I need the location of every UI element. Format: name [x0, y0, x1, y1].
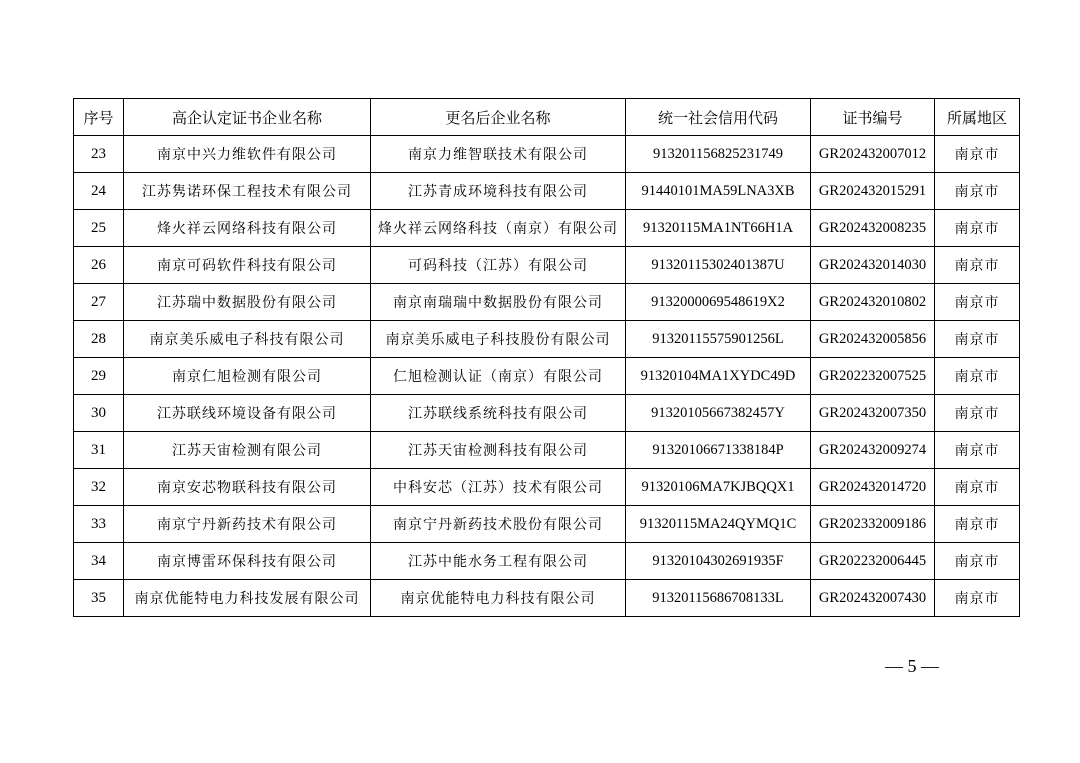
- cell-new-name: 中科安芯（江苏）技术有限公司: [371, 469, 626, 506]
- table-body: [74, 136, 1020, 617]
- table-row: [74, 506, 1020, 543]
- cell-serial: 25: [74, 210, 124, 247]
- cell-credit-code: 91320106MA7KJBQQX1: [626, 469, 811, 506]
- cell-certificate-number: GR202432014720: [811, 469, 935, 506]
- cell-original-name: 南京博雷环保科技有限公司: [124, 543, 371, 580]
- cell-new-name: 江苏联线系统科技有限公司: [371, 395, 626, 432]
- table-row: [74, 543, 1020, 580]
- header-serial: 序号: [74, 99, 124, 136]
- cell-region: 南京市: [935, 395, 1020, 432]
- cell-new-name: 仁旭检测认证（南京）有限公司: [371, 358, 626, 395]
- cell-serial: 24: [74, 173, 124, 210]
- cell-new-name: 烽火祥云网络科技（南京）有限公司: [371, 210, 626, 247]
- cell-credit-code: 913201156825231749: [626, 136, 811, 173]
- cell-original-name: 南京安芯物联科技有限公司: [124, 469, 371, 506]
- cell-serial: 28: [74, 321, 124, 358]
- cell-region: 南京市: [935, 173, 1020, 210]
- cell-original-name: 南京美乐威电子科技有限公司: [124, 321, 371, 358]
- header-credit-code: 统一社会信用代码: [626, 99, 811, 136]
- cell-original-name: 南京仁旭检测有限公司: [124, 358, 371, 395]
- header-new-name: 更名后企业名称: [371, 99, 626, 136]
- cell-serial: 33: [74, 506, 124, 543]
- cell-serial: 30: [74, 395, 124, 432]
- cell-region: 南京市: [935, 432, 1020, 469]
- table-row: [74, 580, 1020, 617]
- table-row: [74, 321, 1020, 358]
- cell-certificate-number: GR202432005856: [811, 321, 935, 358]
- cell-credit-code: 91320115575901256L: [626, 321, 811, 358]
- cell-certificate-number: GR202432010802: [811, 284, 935, 321]
- cell-region: 南京市: [935, 543, 1020, 580]
- header-original-name: 高企认定证书企业名称: [124, 99, 371, 136]
- table-row: [74, 136, 1020, 173]
- table-header-row: [74, 99, 1020, 136]
- cell-certificate-number: GR202432008235: [811, 210, 935, 247]
- cell-new-name: 南京南瑞瑞中数据股份有限公司: [371, 284, 626, 321]
- cell-certificate-number: GR202232007525: [811, 358, 935, 395]
- cell-original-name: 南京宁丹新药技术有限公司: [124, 506, 371, 543]
- cell-serial: 26: [74, 247, 124, 284]
- cell-credit-code: 91440101MA59LNA3XB: [626, 173, 811, 210]
- table-row: [74, 210, 1020, 247]
- cell-serial: 29: [74, 358, 124, 395]
- cell-certificate-number: GR202432007012: [811, 136, 935, 173]
- table-row: [74, 469, 1020, 506]
- cell-certificate-number: GR202332009186: [811, 506, 935, 543]
- cell-new-name: 南京美乐威电子科技股份有限公司: [371, 321, 626, 358]
- cell-new-name: 可码科技（江苏）有限公司: [371, 247, 626, 284]
- page-number: — 5 —: [885, 656, 939, 676]
- cell-new-name: 江苏中能水务工程有限公司: [371, 543, 626, 580]
- cell-credit-code: 91320115MA24QYMQ1C: [626, 506, 811, 543]
- cell-credit-code: 91320115MA1NT66H1A: [626, 210, 811, 247]
- cell-serial: 34: [74, 543, 124, 580]
- cell-certificate-number: GR202432009274: [811, 432, 935, 469]
- cell-credit-code: 91320104302691935F: [626, 543, 811, 580]
- cell-original-name: 南京可码软件科技有限公司: [124, 247, 371, 284]
- table-row: [74, 247, 1020, 284]
- cell-credit-code: 91320115302401387U: [626, 247, 811, 284]
- cell-region: 南京市: [935, 136, 1020, 173]
- cell-original-name: 江苏联线环境设备有限公司: [124, 395, 371, 432]
- cell-original-name: 南京优能特电力科技发展有限公司: [124, 580, 371, 617]
- table-row: [74, 395, 1020, 432]
- cell-certificate-number: GR202432007430: [811, 580, 935, 617]
- cell-region: 南京市: [935, 469, 1020, 506]
- header-certificate-number: 证书编号: [811, 99, 935, 136]
- cell-region: 南京市: [935, 506, 1020, 543]
- cell-certificate-number: GR202432015291: [811, 173, 935, 210]
- cell-original-name: 烽火祥云网络科技有限公司: [124, 210, 371, 247]
- cell-certificate-number: GR202432007350: [811, 395, 935, 432]
- cell-original-name: 江苏瑞中数据股份有限公司: [124, 284, 371, 321]
- cell-new-name: 南京优能特电力科技有限公司: [371, 580, 626, 617]
- cell-credit-code: 91320115686708133L: [626, 580, 811, 617]
- cell-region: 南京市: [935, 580, 1020, 617]
- cell-certificate-number: GR202232006445: [811, 543, 935, 580]
- cell-serial: 27: [74, 284, 124, 321]
- cell-new-name: 江苏青成环境科技有限公司: [371, 173, 626, 210]
- cell-region: 南京市: [935, 358, 1020, 395]
- cell-credit-code: 91320106671338184P: [626, 432, 811, 469]
- cell-region: 南京市: [935, 247, 1020, 284]
- cell-original-name: 南京中兴力维软件有限公司: [124, 136, 371, 173]
- header-region: 所属地区: [935, 99, 1020, 136]
- cell-serial: 35: [74, 580, 124, 617]
- cell-region: 南京市: [935, 321, 1020, 358]
- company-rename-table: [73, 98, 1020, 617]
- cell-region: 南京市: [935, 210, 1020, 247]
- cell-region: 南京市: [935, 284, 1020, 321]
- cell-serial: 32: [74, 469, 124, 506]
- cell-new-name: 江苏天宙检测科技有限公司: [371, 432, 626, 469]
- cell-credit-code: 91320105667382457Y: [626, 395, 811, 432]
- cell-serial: 23: [74, 136, 124, 173]
- cell-serial: 31: [74, 432, 124, 469]
- cell-new-name: 南京力维智联技术有限公司: [371, 136, 626, 173]
- cell-credit-code: 9132000069548619X2: [626, 284, 811, 321]
- cell-original-name: 江苏天宙检测有限公司: [124, 432, 371, 469]
- cell-credit-code: 91320104MA1XYDC49D: [626, 358, 811, 395]
- table-row: [74, 358, 1020, 395]
- table-row: [74, 284, 1020, 321]
- cell-new-name: 南京宁丹新药技术股份有限公司: [371, 506, 626, 543]
- table-row: [74, 432, 1020, 469]
- cell-certificate-number: GR202432014030: [811, 247, 935, 284]
- cell-original-name: 江苏隽诺环保工程技术有限公司: [124, 173, 371, 210]
- table-row: [74, 173, 1020, 210]
